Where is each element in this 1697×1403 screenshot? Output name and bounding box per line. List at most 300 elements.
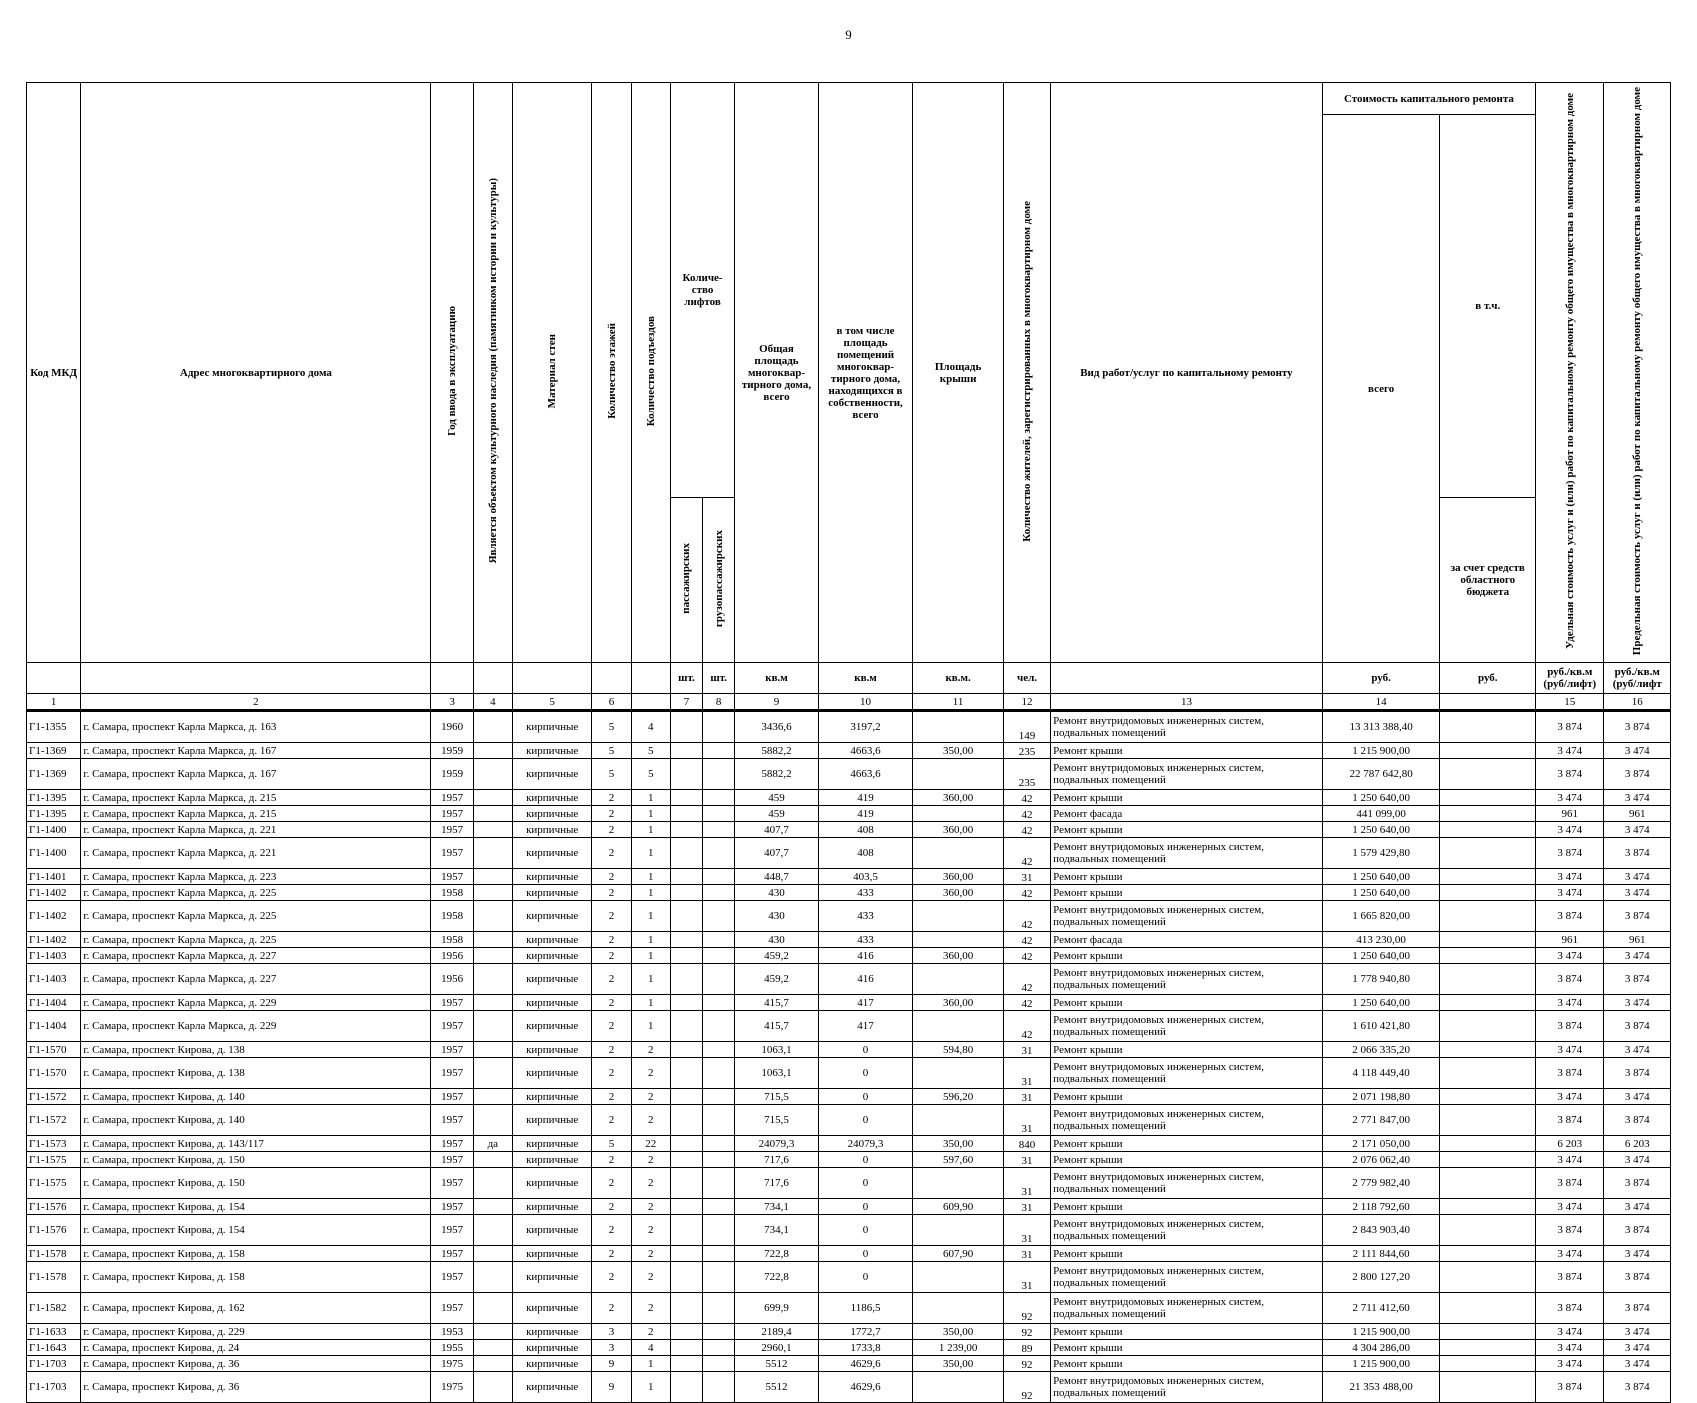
cell-heritage — [473, 790, 512, 806]
table-row — [27, 901, 1671, 932]
column-number — [631, 694, 670, 711]
cell-heritage — [473, 1058, 512, 1089]
cell-lifts-freight — [703, 1089, 735, 1105]
cell-lifts-freight — [703, 1152, 735, 1168]
cell-cost-regional — [1440, 1168, 1536, 1199]
cell-heritage — [473, 932, 512, 948]
cell-cost-regional — [1440, 1011, 1536, 1042]
cell-total-area: 1063,1 — [735, 1042, 819, 1058]
cell-wall-material: кирпичные — [512, 1105, 591, 1136]
cell-cost-total: 1 778 940,80 — [1322, 964, 1440, 995]
cell-lifts-freight — [703, 711, 735, 743]
cell-entrances: 2 — [631, 1293, 670, 1324]
cell-wall-material: кирпичные — [512, 1356, 591, 1372]
cell-floors: 2 — [592, 1058, 631, 1089]
cell-lifts-passenger — [670, 1246, 702, 1262]
cell-residents: 42 — [1003, 806, 1050, 822]
cell-entrances: 1 — [631, 901, 670, 932]
cell-work-type: Ремонт внутридомовых инженерных систем, подвальных помещений — [1051, 1058, 1323, 1089]
cell-heritage — [473, 1089, 512, 1105]
cell-wall-material: кирпичные — [512, 995, 591, 1011]
cell-code: Г1-1578 — [27, 1262, 81, 1293]
table-row — [27, 1356, 1671, 1372]
cell-cost-regional — [1440, 1136, 1536, 1152]
column-number: 5 — [512, 694, 591, 711]
cell-residents: 31 — [1003, 1168, 1050, 1199]
cell-lifts-freight — [703, 1058, 735, 1089]
cell-cost-regional — [1440, 1058, 1536, 1089]
cell-max-cost: 3 474 — [1604, 790, 1671, 806]
cell-floors: 5 — [592, 759, 631, 790]
cell-heritage — [473, 1340, 512, 1356]
table-row — [27, 1215, 1671, 1246]
cell-owned-area: 0 — [818, 1042, 913, 1058]
table-row — [27, 1089, 1671, 1105]
cell-lifts-passenger — [670, 1372, 702, 1403]
cell-year: 1957 — [431, 1293, 473, 1324]
cell-lifts-freight — [703, 1356, 735, 1372]
cell-lifts-passenger — [670, 1262, 702, 1293]
cell-heritage — [473, 1105, 512, 1136]
cell-lifts-passenger — [670, 964, 702, 995]
cell-max-cost: 3 474 — [1604, 995, 1671, 1011]
cell-max-cost: 3 474 — [1604, 869, 1671, 885]
cell-unit-cost: 3 874 — [1536, 901, 1604, 932]
cell-lifts-freight — [703, 1324, 735, 1340]
cell-code: Г1-1402 — [27, 901, 81, 932]
table-row — [27, 1262, 1671, 1293]
cell-work-type: Ремонт внутридомовых инженерных систем, подвальных помещений — [1051, 1262, 1323, 1293]
cell-max-cost: 3 474 — [1604, 1199, 1671, 1215]
header-lifts: Количе-ство лифтов — [670, 83, 734, 498]
table-row — [27, 759, 1671, 790]
table-row — [27, 743, 1671, 759]
cell-code: Г1-1395 — [27, 790, 81, 806]
cell-total-area: 2960,1 — [735, 1340, 819, 1356]
cell-entrances: 2 — [631, 1042, 670, 1058]
cell-wall-material: кирпичные — [512, 1324, 591, 1340]
cell-wall-material: кирпичные — [512, 1340, 591, 1356]
cell-max-cost: 3 474 — [1604, 948, 1671, 964]
cell-residents: 31 — [1003, 1105, 1050, 1136]
cell-entrances: 5 — [631, 743, 670, 759]
cell-owned-area: 0 — [818, 1152, 913, 1168]
cell-cost-regional — [1440, 1340, 1536, 1356]
cell-owned-area: 0 — [818, 1262, 913, 1293]
cell-heritage — [473, 1324, 512, 1340]
cell-lifts-passenger — [670, 1152, 702, 1168]
cell-code: Г1-1404 — [27, 1011, 81, 1042]
cell-year: 1958 — [431, 885, 473, 901]
column-number: 8 — [703, 694, 735, 711]
header-cost-incl: в т.ч. — [1440, 115, 1536, 498]
cell-entrances: 1 — [631, 806, 670, 822]
cell-cost-regional — [1440, 948, 1536, 964]
cell-address: г. Самара, проспект Карла Маркса, д. 167 — [81, 743, 431, 759]
cell-total-area: 407,7 — [735, 822, 819, 838]
cell-cost-regional — [1440, 838, 1536, 869]
cell-cost-regional — [1440, 806, 1536, 822]
cell-roof-area — [913, 1293, 1004, 1324]
cell-heritage: да — [473, 1136, 512, 1152]
cell-owned-area: 4629,6 — [818, 1372, 913, 1403]
cell-year: 1957 — [431, 1215, 473, 1246]
cell-residents: 31 — [1003, 1246, 1050, 1262]
cell-wall-material: кирпичные — [512, 1152, 591, 1168]
cell-cost-total: 2 843 903,40 — [1322, 1215, 1440, 1246]
cell-address: г. Самара, проспект Кирова, д. 24 — [81, 1340, 431, 1356]
table-row — [27, 1058, 1671, 1089]
cell-total-area: 722,8 — [735, 1246, 819, 1262]
cell-owned-area: 0 — [818, 1168, 913, 1199]
cell-residents: 92 — [1003, 1356, 1050, 1372]
cell-heritage — [473, 822, 512, 838]
cell-total-area: 459 — [735, 790, 819, 806]
cell-cost-total: 1 215 900,00 — [1322, 743, 1440, 759]
cell-unit-cost: 3 474 — [1536, 869, 1604, 885]
cell-cost-total: 2 071 198,80 — [1322, 1089, 1440, 1105]
cell-entrances: 2 — [631, 1262, 670, 1293]
cell-address: г. Самара, проспект Кирова, д. 36 — [81, 1372, 431, 1403]
cell-cost-regional — [1440, 1215, 1536, 1246]
cell-owned-area: 1772,7 — [818, 1324, 913, 1340]
cell-year: 1957 — [431, 1136, 473, 1152]
cell-roof-area — [913, 838, 1004, 869]
cell-max-cost: 3 474 — [1604, 743, 1671, 759]
cell-cost-regional — [1440, 1372, 1536, 1403]
header-floors: Количество этажей — [592, 83, 631, 663]
cell-address: г. Самара, проспект Карла Маркса, д. 225 — [81, 932, 431, 948]
cell-owned-area: 4663,6 — [818, 759, 913, 790]
cell-work-type: Ремонт фасада — [1051, 932, 1323, 948]
table-row — [27, 838, 1671, 869]
cell-owned-area: 4629,6 — [818, 1356, 913, 1372]
cell-code: Г1-1570 — [27, 1058, 81, 1089]
column-number: 11 — [913, 694, 1004, 711]
cell-entrances: 2 — [631, 1089, 670, 1105]
cell-heritage — [473, 1356, 512, 1372]
cell-max-cost: 3 474 — [1604, 1246, 1671, 1262]
cell-lifts-freight — [703, 1372, 735, 1403]
cell-unit-cost: 3 474 — [1536, 1246, 1604, 1262]
cell-lifts-freight — [703, 1136, 735, 1152]
cell-code: Г1-1570 — [27, 1042, 81, 1058]
cell-lifts-freight — [703, 822, 735, 838]
cell-wall-material: кирпичные — [512, 1293, 591, 1324]
cell-year: 1959 — [431, 743, 473, 759]
cell-heritage — [473, 759, 512, 790]
cell-code: Г1-1576 — [27, 1215, 81, 1246]
cell-floors: 2 — [592, 1293, 631, 1324]
cell-wall-material: кирпичные — [512, 901, 591, 932]
cell-entrances: 1 — [631, 1372, 670, 1403]
cell-year: 1958 — [431, 901, 473, 932]
cell-year: 1957 — [431, 838, 473, 869]
header-unit-cost: Удельная стоимость услуг и (или) работ по капитальному ремонту общего имущества в многоквартирном доме — [1536, 83, 1604, 663]
cell-year: 1956 — [431, 948, 473, 964]
cell-cost-regional — [1440, 711, 1536, 743]
cell-address: г. Самара, проспект Карла Маркса, д. 163 — [81, 711, 431, 743]
cell-residents: 31 — [1003, 869, 1050, 885]
cell-work-type: Ремонт крыши — [1051, 1246, 1323, 1262]
table-row — [27, 948, 1671, 964]
cell-lifts-passenger — [670, 822, 702, 838]
cell-unit-cost: 3 474 — [1536, 822, 1604, 838]
cell-residents: 42 — [1003, 932, 1050, 948]
cell-cost-total: 2 771 847,00 — [1322, 1105, 1440, 1136]
cell-floors: 3 — [592, 1340, 631, 1356]
column-number: 13 — [1051, 694, 1323, 711]
cell-lifts-freight — [703, 806, 735, 822]
cell-total-area: 722,8 — [735, 1262, 819, 1293]
cell-max-cost: 3 874 — [1604, 759, 1671, 790]
cell-max-cost: 3 474 — [1604, 1042, 1671, 1058]
cell-year: 1957 — [431, 1152, 473, 1168]
cell-cost-total: 1 215 900,00 — [1322, 1356, 1440, 1372]
cell-max-cost: 3 874 — [1604, 964, 1671, 995]
cell-code: Г1-1572 — [27, 1089, 81, 1105]
cell-unit-cost: 3 874 — [1536, 759, 1604, 790]
cell-address: г. Самара, проспект Карла Маркса, д. 221 — [81, 838, 431, 869]
cell-total-area: 715,5 — [735, 1089, 819, 1105]
cell-cost-total: 441 099,00 — [1322, 806, 1440, 822]
table-row — [27, 822, 1671, 838]
cell-owned-area: 419 — [818, 790, 913, 806]
cell-unit-cost: 3 474 — [1536, 790, 1604, 806]
cell-year: 1957 — [431, 1246, 473, 1262]
cell-cost-total: 2 118 792,60 — [1322, 1199, 1440, 1215]
cell-cost-regional — [1440, 743, 1536, 759]
cell-wall-material: кирпичные — [512, 1058, 591, 1089]
column-number: 2 — [81, 694, 431, 711]
cell-entrances: 1 — [631, 948, 670, 964]
cell-floors: 5 — [592, 1136, 631, 1152]
cell-total-area: 2189,4 — [735, 1324, 819, 1340]
cell-cost-total: 1 250 640,00 — [1322, 948, 1440, 964]
cell-address: г. Самара, проспект Кирова, д. 138 — [81, 1058, 431, 1089]
cell-roof-area: 360,00 — [913, 948, 1004, 964]
cell-total-area: 459 — [735, 806, 819, 822]
cell-lifts-passenger — [670, 1089, 702, 1105]
cell-owned-area: 403,5 — [818, 869, 913, 885]
header-kod: Код МКД — [27, 83, 81, 663]
cell-lifts-passenger — [670, 1136, 702, 1152]
cell-floors: 2 — [592, 790, 631, 806]
cell-code: Г1-1703 — [27, 1372, 81, 1403]
cell-unit-cost: 3 474 — [1536, 995, 1604, 1011]
cell-work-type: Ремонт крыши — [1051, 790, 1323, 806]
cell-entrances: 1 — [631, 1011, 670, 1042]
cell-entrances: 2 — [631, 1215, 670, 1246]
cell-total-area: 5882,2 — [735, 743, 819, 759]
cell-work-type: Ремонт внутридомовых инженерных систем, подвальных помещений — [1051, 1215, 1323, 1246]
cell-work-type: Ремонт крыши — [1051, 1324, 1323, 1340]
cell-max-cost: 3 874 — [1604, 1215, 1671, 1246]
cell-lifts-passenger — [670, 1356, 702, 1372]
cell-lifts-passenger — [670, 885, 702, 901]
unit-people: чел. — [1003, 663, 1050, 694]
cell-work-type: Ремонт крыши — [1051, 1089, 1323, 1105]
cell-year: 1959 — [431, 759, 473, 790]
cell-code: Г1-1400 — [27, 838, 81, 869]
cell-residents: 840 — [1003, 1136, 1050, 1152]
table-row — [27, 1293, 1671, 1324]
cell-address: г. Самара, проспект Кирова, д. 158 — [81, 1246, 431, 1262]
column-number: 9 — [735, 694, 819, 711]
cell-max-cost: 3 474 — [1604, 1340, 1671, 1356]
cell-cost-total: 1 250 640,00 — [1322, 790, 1440, 806]
cell-address: г. Самара, проспект Кирова, д. 138 — [81, 1042, 431, 1058]
cell-owned-area: 0 — [818, 1058, 913, 1089]
cell-year: 1956 — [431, 964, 473, 995]
cell-address: г. Самара, проспект Кирова, д. 150 — [81, 1168, 431, 1199]
table-row — [27, 932, 1671, 948]
cell-lifts-freight — [703, 1340, 735, 1356]
cell-cost-regional — [1440, 759, 1536, 790]
cell-max-cost: 3 874 — [1604, 901, 1671, 932]
cell-address: г. Самара, проспект Карла Маркса, д. 227 — [81, 948, 431, 964]
cell-floors: 2 — [592, 1246, 631, 1262]
cell-entrances: 1 — [631, 885, 670, 901]
cell-code: Г1-1573 — [27, 1136, 81, 1152]
cell-work-type: Ремонт внутридомовых инженерных систем, подвальных помещений — [1051, 838, 1323, 869]
cell-address: г. Самара, проспект Кирова, д. 150 — [81, 1152, 431, 1168]
cell-cost-regional — [1440, 1293, 1536, 1324]
cell-roof-area: 609,90 — [913, 1199, 1004, 1215]
cell-floors: 2 — [592, 995, 631, 1011]
cell-entrances: 1 — [631, 822, 670, 838]
cell-year: 1957 — [431, 1058, 473, 1089]
cell-cost-regional — [1440, 901, 1536, 932]
cell-floors: 2 — [592, 822, 631, 838]
cell-lifts-passenger — [670, 806, 702, 822]
cell-entrances: 1 — [631, 838, 670, 869]
cell-work-type: Ремонт крыши — [1051, 1199, 1323, 1215]
cell-floors: 2 — [592, 869, 631, 885]
cell-roof-area — [913, 711, 1004, 743]
cell-code: Г1-1703 — [27, 1356, 81, 1372]
cell-unit-cost: 3 474 — [1536, 948, 1604, 964]
cell-heritage — [473, 1042, 512, 1058]
cell-total-area: 459,2 — [735, 948, 819, 964]
table-row — [27, 790, 1671, 806]
cell-lifts-passenger — [670, 1340, 702, 1356]
cell-floors: 2 — [592, 838, 631, 869]
cell-total-area: 415,7 — [735, 995, 819, 1011]
cell-residents: 31 — [1003, 1199, 1050, 1215]
cell-unit-cost: 3 474 — [1536, 1089, 1604, 1105]
cell-address: г. Самара, проспект Кирова, д. 140 — [81, 1105, 431, 1136]
header-entrances: Количество подъездов — [631, 83, 670, 663]
cell-roof-area — [913, 964, 1004, 995]
cell-lifts-passenger — [670, 1215, 702, 1246]
cell-address: г. Самара, проспект Кирова, д. 143/117 — [81, 1136, 431, 1152]
cell-address: г. Самара, проспект Карла Маркса, д. 215 — [81, 806, 431, 822]
cell-cost-regional — [1440, 1356, 1536, 1372]
cell-address: г. Самара, проспект Карла Маркса, д. 227 — [81, 964, 431, 995]
cell-cost-total: 13 313 388,40 — [1322, 711, 1440, 743]
cell-max-cost: 3 474 — [1604, 1152, 1671, 1168]
cell-entrances: 2 — [631, 1168, 670, 1199]
cell-owned-area: 417 — [818, 995, 913, 1011]
cell-cost-total: 21 353 488,00 — [1322, 1372, 1440, 1403]
cell-work-type: Ремонт внутридомовых инженерных систем, подвальных помещений — [1051, 1372, 1323, 1403]
cell-address: г. Самара, проспект Кирова, д. 158 — [81, 1262, 431, 1293]
cell-unit-cost: 961 — [1536, 806, 1604, 822]
cell-year: 1957 — [431, 1199, 473, 1215]
cell-roof-area — [913, 1168, 1004, 1199]
cell-heritage — [473, 995, 512, 1011]
cell-lifts-passenger — [670, 1168, 702, 1199]
table-row — [27, 995, 1671, 1011]
cell-year: 1975 — [431, 1372, 473, 1403]
cell-cost-total: 22 787 642,80 — [1322, 759, 1440, 790]
cell-year: 1957 — [431, 869, 473, 885]
cell-lifts-freight — [703, 1199, 735, 1215]
cell-address: г. Самара, проспект Карла Маркса, д. 215 — [81, 790, 431, 806]
cell-year: 1957 — [431, 1011, 473, 1042]
cell-roof-area — [913, 1215, 1004, 1246]
cell-roof-area — [913, 1105, 1004, 1136]
cell-lifts-passenger — [670, 995, 702, 1011]
cell-lifts-freight — [703, 948, 735, 964]
cell-code: Г1-1400 — [27, 822, 81, 838]
cell-cost-regional — [1440, 1324, 1536, 1340]
cell-unit-cost: 3 474 — [1536, 1042, 1604, 1058]
cell-residents: 42 — [1003, 822, 1050, 838]
cell-entrances: 1 — [631, 869, 670, 885]
cell-residents: 42 — [1003, 964, 1050, 995]
cell-heritage — [473, 806, 512, 822]
cell-owned-area: 433 — [818, 932, 913, 948]
unit-pcs-passenger: шт. — [670, 663, 702, 694]
cell-work-type: Ремонт крыши — [1051, 948, 1323, 964]
cell-code: Г1-1355 — [27, 711, 81, 743]
cell-roof-area: 596,20 — [913, 1089, 1004, 1105]
cell-max-cost: 3 474 — [1604, 822, 1671, 838]
table-row — [27, 806, 1671, 822]
cell-wall-material: кирпичные — [512, 885, 591, 901]
cell-floors: 2 — [592, 1042, 631, 1058]
cell-cost-regional — [1440, 1246, 1536, 1262]
table-row — [27, 1136, 1671, 1152]
cell-total-area: 717,6 — [735, 1152, 819, 1168]
cell-lifts-freight — [703, 869, 735, 885]
column-number: 12 — [1003, 694, 1050, 711]
cell-floors: 2 — [592, 1168, 631, 1199]
cell-lifts-passenger — [670, 759, 702, 790]
cell-heritage — [473, 1168, 512, 1199]
cell-max-cost: 3 874 — [1604, 1058, 1671, 1089]
cell-lifts-passenger — [670, 1011, 702, 1042]
column-number — [1440, 694, 1536, 711]
cell-heritage — [473, 1199, 512, 1215]
cell-lifts-freight — [703, 790, 735, 806]
cell-wall-material: кирпичные — [512, 759, 591, 790]
cell-work-type: Ремонт внутридомовых инженерных систем, подвальных помещений — [1051, 1011, 1323, 1042]
cell-residents: 149 — [1003, 711, 1050, 743]
cell-code: Г1-1403 — [27, 964, 81, 995]
cell-address: г. Самара, проспект Кирова, д. 140 — [81, 1089, 431, 1105]
header-lifts-freight: грузопассажирских — [703, 498, 735, 663]
cell-cost-total: 1 250 640,00 — [1322, 869, 1440, 885]
table-row — [27, 1011, 1671, 1042]
table-row — [27, 1105, 1671, 1136]
cell-wall-material: кирпичные — [512, 1168, 591, 1199]
cell-residents: 89 — [1003, 1340, 1050, 1356]
cell-lifts-freight — [703, 1262, 735, 1293]
cell-heritage — [473, 838, 512, 869]
